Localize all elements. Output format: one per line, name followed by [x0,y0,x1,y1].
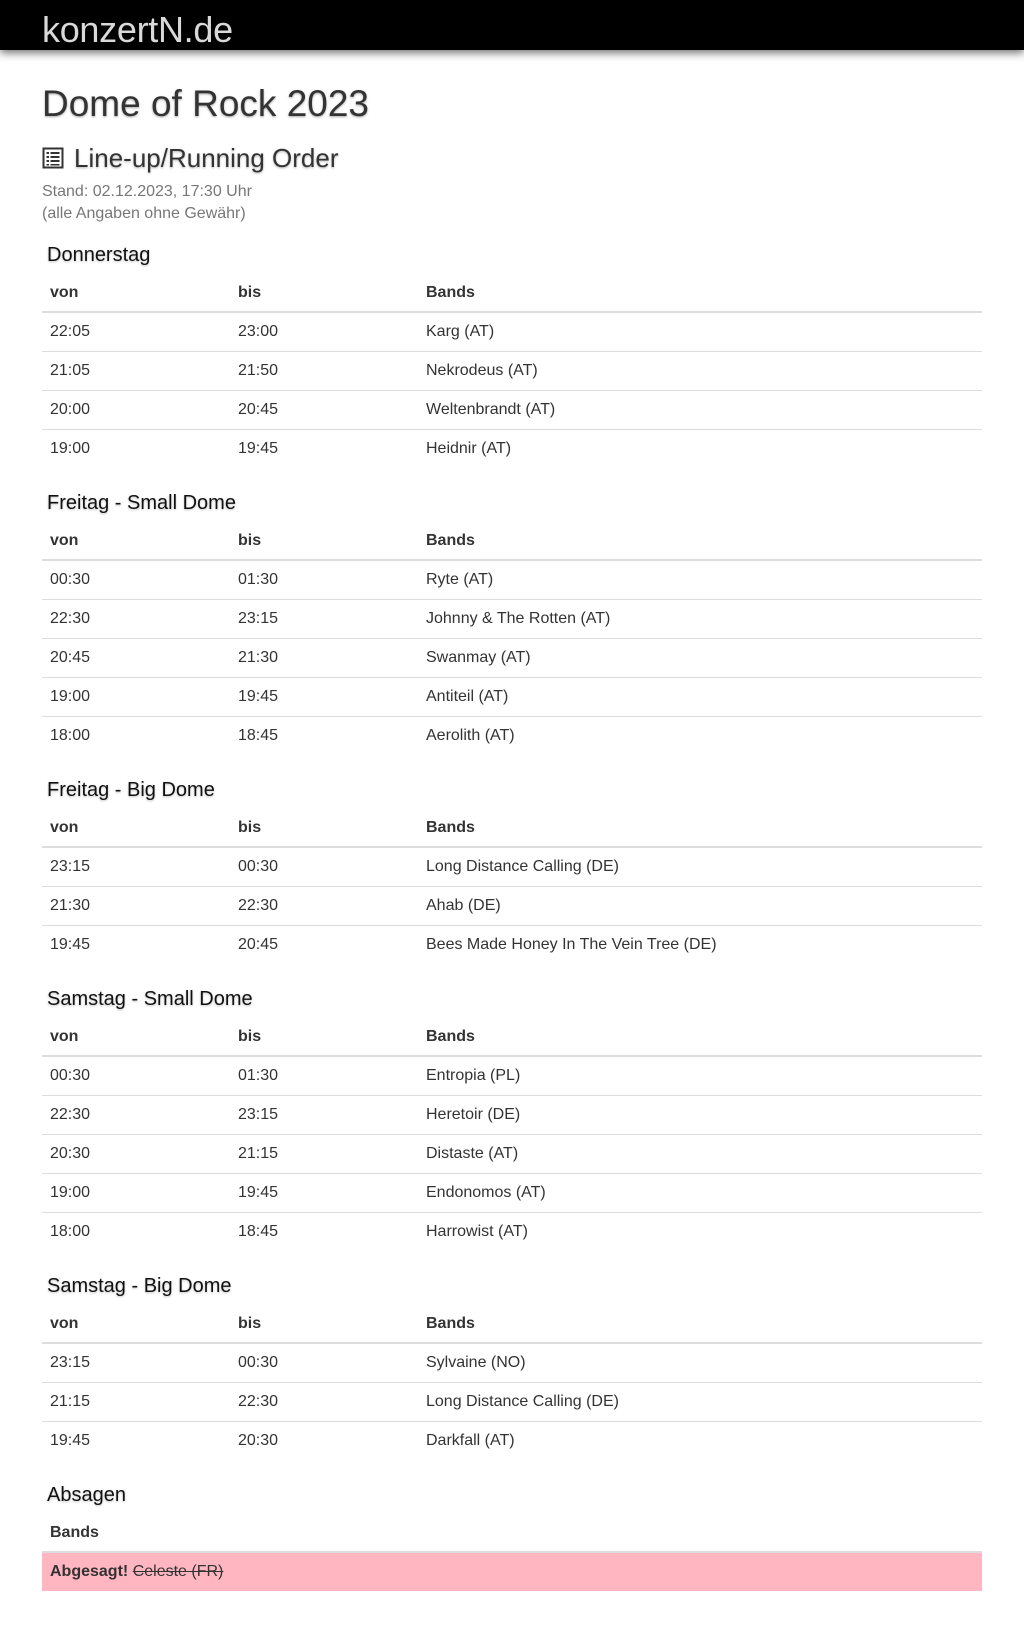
table-header-row [42,809,982,847]
column-header-bis: bis [230,274,418,312]
table-row [42,1135,982,1174]
end-time-cell: 23:00 [230,312,418,352]
start-time-cell: 20:30 [42,1135,230,1174]
list-icon [42,147,64,169]
table-row [42,1383,982,1422]
band-cell: Entropia (PL) [418,1056,982,1096]
band-cell: Bees Made Honey In The Vein Tree (DE) [426,936,717,953]
end-time-cell: 18:45 [238,1223,279,1240]
start-time-cell: 20:00 [42,391,230,430]
table-row [42,560,982,600]
table-row [42,847,982,887]
column-header-bands: Bands [418,522,982,560]
column-header-von: von [42,1305,230,1343]
table-row [42,1343,982,1383]
running-order [42,240,982,1611]
day-title: Freitag - Small Dome [47,492,236,514]
start-time-cell: 21:30 [42,887,230,926]
end-time-cell: 00:30 [230,847,418,887]
start-time-cell: 20:45 [42,639,230,678]
column-header-bis: bis [230,809,418,847]
start-time-cell: 21:05 [42,352,230,391]
band-cell: Antiteil (AT) [418,678,982,717]
start-time-cell: 18:00 [50,727,91,744]
column-header-bands: Bands [42,1514,982,1552]
day-block [42,984,982,1251]
cancelled-label: Abgesagt! [50,1563,129,1580]
table-row [42,391,982,430]
table-row [42,717,982,756]
column-header-bis: bis [230,522,418,560]
table-row [42,926,982,965]
end-time-cell: 19:45 [230,1174,418,1213]
page-title: Dome of Rock 2023 [42,83,370,124]
band-cell: Long Distance Calling (DE) [418,847,982,887]
table-row [42,352,982,391]
table-row [42,600,982,639]
top-navbar [0,0,1024,50]
start-time-cell: 00:30 [42,1056,230,1096]
end-time-cell: 20:45 [230,391,418,430]
band-cell: Distaste (AT) [418,1135,982,1174]
table-header-row [42,1305,982,1343]
schedule-table [42,809,982,964]
end-time-cell: 21:30 [230,639,418,678]
end-time-cell: 19:45 [238,440,279,457]
band-cell: Darkfall (AT) [426,1432,515,1449]
day-block [42,1271,982,1460]
day-title: Samstag - Big Dome [47,1275,232,1297]
end-time-cell: 00:30 [230,1343,418,1383]
band-cell: Weltenbrandt (AT) [418,391,982,430]
column-header-bands: Bands [418,809,982,847]
start-time-cell: 22:30 [42,1096,230,1135]
band-cell: Ryte (AT) [418,560,982,600]
day-block [42,240,982,468]
band-cell: Karg (AT) [418,312,982,352]
column-header-von: von [42,522,230,560]
start-time-cell: 22:30 [42,600,230,639]
column-header-bands: Bands [418,1305,982,1343]
band-cell: Long Distance Calling (DE) [418,1383,982,1422]
band-cell: Heretoir (DE) [418,1096,982,1135]
start-time-cell: 21:15 [42,1383,230,1422]
band-cell: Heidnir (AT) [426,440,512,457]
schedule-table [42,274,982,468]
band-cell: Aerolith (AT) [426,727,515,744]
day-title: Freitag - Big Dome [47,779,215,801]
column-header-von: von [42,274,230,312]
days-container [42,240,982,1460]
table-row [42,1213,982,1252]
section-title [42,140,339,176]
start-time-cell: 22:05 [42,312,230,352]
day-title: Samstag - Small Dome [47,988,253,1010]
band-cell: Ahab (DE) [418,887,982,926]
table-row [42,312,982,352]
end-time-cell: 23:15 [230,1096,418,1135]
start-time-cell: 19:00 [42,678,230,717]
schedule-table [42,1018,982,1251]
end-time-cell: 21:15 [230,1135,418,1174]
column-header-von: von [42,809,230,847]
table-header-row [42,1514,982,1552]
table-header-row [42,522,982,560]
day-block [42,775,982,964]
table-row [42,678,982,717]
end-time-cell: 01:30 [230,560,418,600]
table-row [42,1096,982,1135]
table-row [42,1056,982,1096]
band-cell: Johnny & The Rotten (AT) [418,600,982,639]
cancelled-row [42,1552,982,1591]
end-time-cell: 21:50 [230,352,418,391]
band-cell: Swanmay (AT) [418,639,982,678]
band-cell: Harrowist (AT) [426,1223,528,1240]
table-row [42,430,982,469]
cancellations-table [42,1514,982,1591]
end-time-cell: 18:45 [238,727,279,744]
start-time-cell: 23:15 [42,1343,230,1383]
end-time-cell: 22:30 [230,1383,418,1422]
table-row [42,1174,982,1213]
column-header-bands: Bands [418,1018,982,1056]
band-cell: Sylvaine (NO) [418,1343,982,1383]
start-time-cell: 19:45 [50,936,91,953]
brand-link[interactable]: konzertN.de [42,9,233,50]
day-title: Donnerstag [47,244,151,266]
schedule-table [42,522,982,755]
start-time-cell: 23:15 [42,847,230,887]
last-updated: Stand: 02.12.2023, 17:30 Uhr [42,183,252,200]
cancellations-title: Absagen [47,1484,126,1506]
end-time-cell: 20:30 [238,1432,279,1449]
band-cell: Nekrodeus (AT) [418,352,982,391]
cancellations-block [42,1480,982,1591]
disclaimer: (alle Angaben ohne Gewähr) [42,205,246,222]
table-row [42,639,982,678]
end-time-cell: 20:45 [238,936,279,953]
table-header-row [42,274,982,312]
start-time-cell: 19:00 [42,1174,230,1213]
start-time-cell: 18:00 [50,1223,91,1240]
cancelled-band: Celeste (FR) [132,1563,224,1580]
section-title-text: Line-up/Running Order [74,143,339,173]
end-time-cell: 19:45 [230,678,418,717]
end-time-cell: 23:15 [230,600,418,639]
cancelled-cell [42,1552,982,1591]
band-cell: Endonomos (AT) [418,1174,982,1213]
column-header-bands: Bands [418,274,982,312]
table-row [42,1422,982,1461]
column-header-bis: bis [230,1018,418,1056]
end-time-cell: 01:30 [230,1056,418,1096]
table-row [42,887,982,926]
table-header-row [42,1018,982,1056]
schedule-table [42,1305,982,1460]
end-time-cell: 22:30 [230,887,418,926]
column-header-bis: bis [230,1305,418,1343]
column-header-von: von [42,1018,230,1056]
start-time-cell: 19:45 [50,1432,91,1449]
start-time-cell: 00:30 [42,560,230,600]
start-time-cell: 19:00 [50,440,91,457]
day-block [42,488,982,755]
